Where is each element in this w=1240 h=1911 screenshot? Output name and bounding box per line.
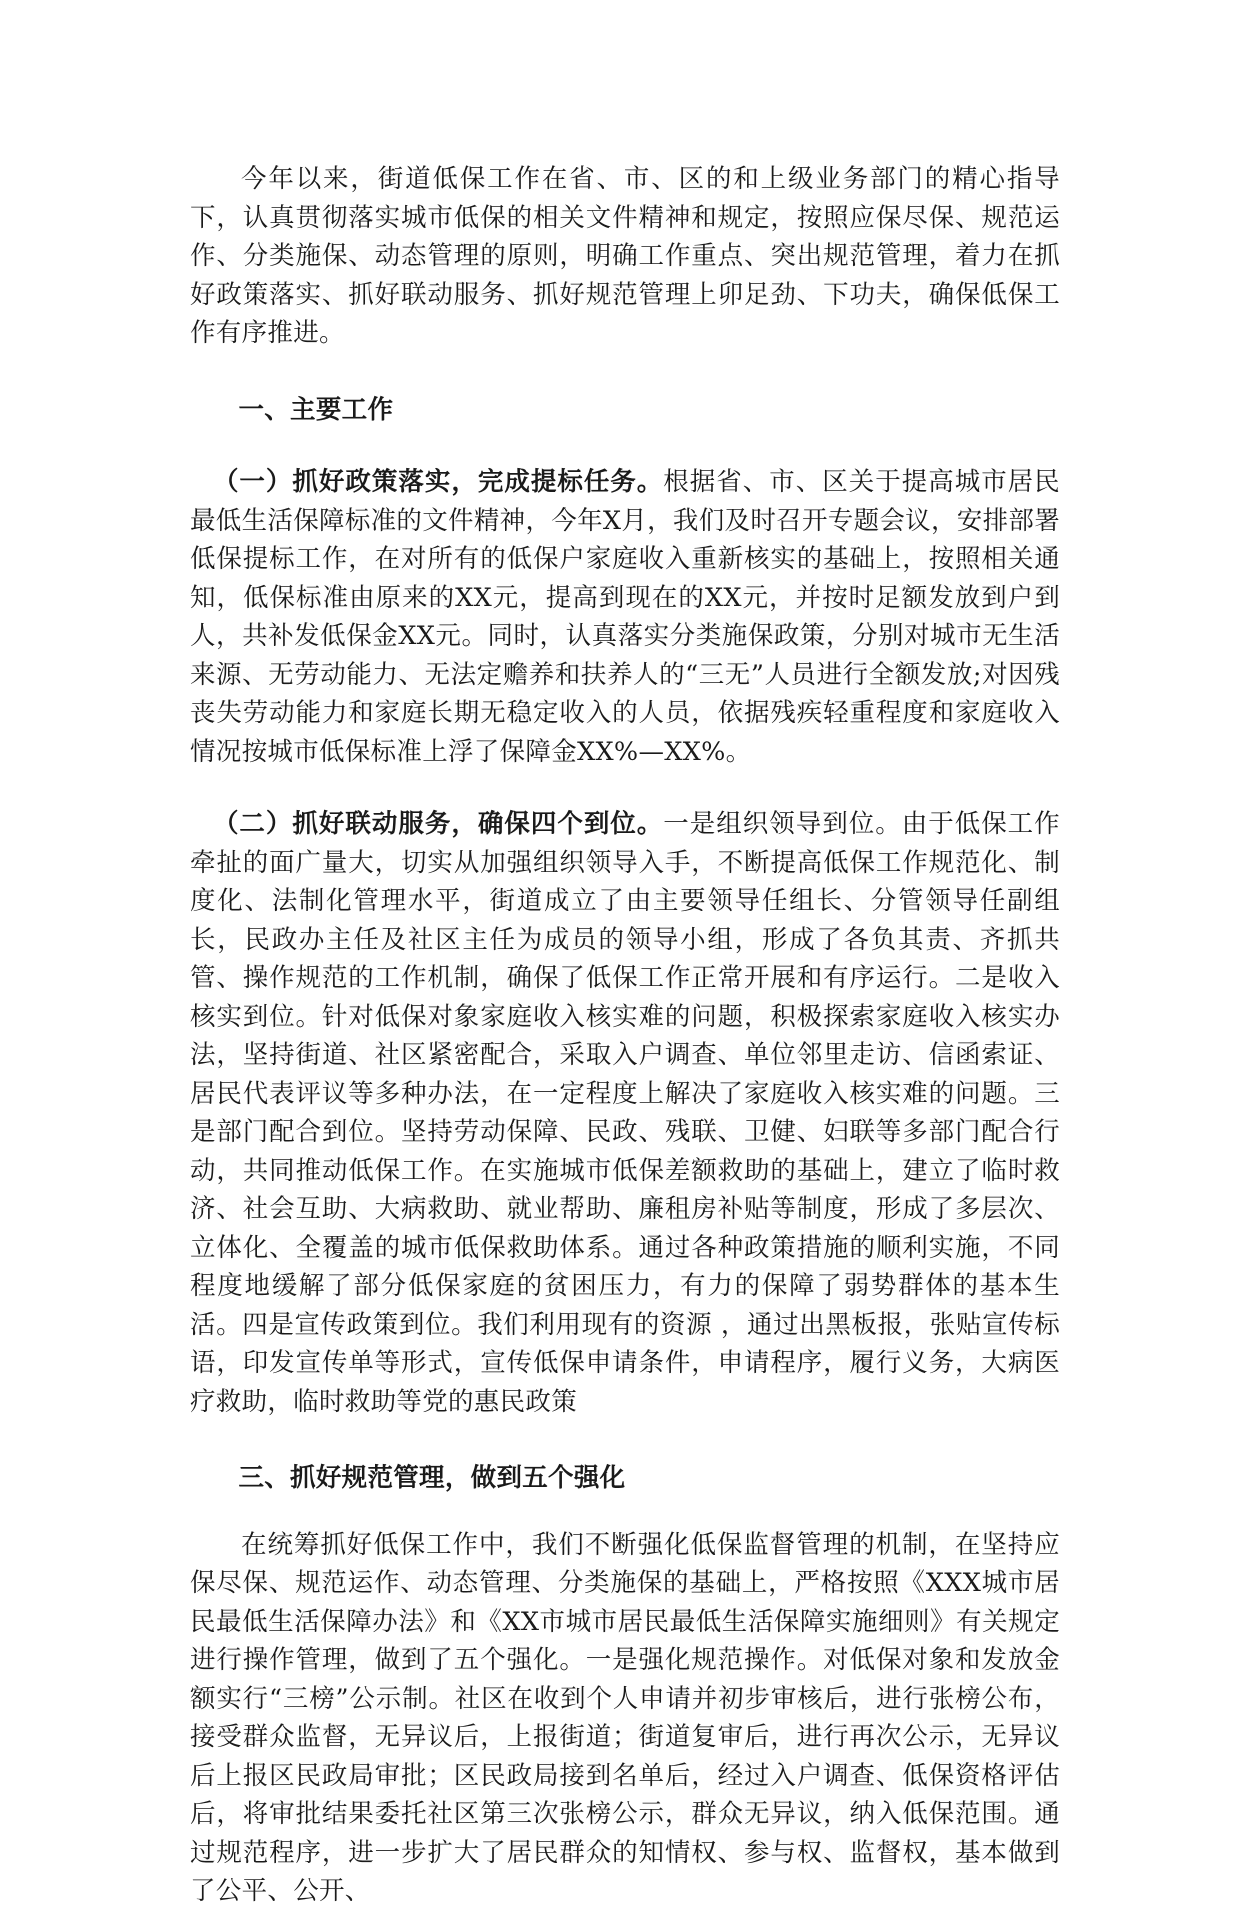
section-heading-standard-management: 三、抓好规范管理，做到五个强化	[238, 1463, 626, 1493]
intro-paragraph: 今年以来，街道低保工作在省、市、区的和上级业务部门的精心指导下，认真贯彻落实城市低保的相关文件精神和规定，按照应保尽保、规范运作、分类施保、动态管理的原则，明确工作重点、突出规范管理，着力在抓好政策落实、抓好联动服务、抓好规范管理上卯足劲、下功夫，确保低保工作有序推进。	[190, 164, 1060, 348]
paragraph-body-policy: 根据省、市、区关于提高城市居民最低生活保障标准的文件精神，今年X月，我们及时召开专题会议，安排部署低保提标工作，在对所有的低保户家庭收入重新核实的基础上，按照相关通知，低保标准由原来的XX元，提高到现在的XX元，并按时足额发放到户到人，共补发低保金XX元。同时，认真落实分类施保政策，分别对城市无生活来源、无劳动能力、无法定赡养和扶养人的“三无”人员进行全额发放;对因残丧失劳动能力和家庭长期无稳定收入的人员，依据残疾轻重程度和家庭收入情况按城市低保标准上浮了保障金XX%—XX%。	[190, 467, 1060, 767]
paragraph-lead-policy: （一）抓好政策落实，完成提标任务。	[212, 467, 664, 497]
section-heading-main-work: 一、主要工作	[238, 394, 394, 425]
paragraph-linkage-service	[190, 805, 1060, 1421]
document-page	[190, 160, 1060, 1911]
paragraph-standard-management: 在统筹抓好低保工作中，我们不断强化低保监督管理的机制，在坚持应保尽保、规范运作、动态管理、分类施保的基础上，严格按照《XXX城市居民最低生活保障办法》和《XX市城市居民最低生活保障实施细则》有关规定进行操作管理，做到了五个强化。一是强化规范操作。对低保对象和发放金额实行“三榜”公示制。社区在收到个人申请并初步审核后，进行张榜公布，接受群众监督，无异议后，上报街道；街道复审后，进行再次公示，无异议后上报区民政局审批；区民政局接到名单后，经过入户调查、低保资格评估后，将审批结果委托社区第三次张榜公示，群众无异议，纳入低保范围。通过规范程序，进一步扩大了居民群众的知情权、参与权、监督权，基本做到了公平、公开、	[190, 1529, 1060, 1906]
paragraph-lead-linkage: （二）抓好联动服务，确保四个到位。	[212, 809, 664, 839]
paragraph-policy-implementation	[190, 463, 1060, 771]
paragraph-body-linkage: 一是组织领导到位。由于低保工作牵扯的面广量大，切实从加强组织领导入手，不断提高低保工作规范化、制度化、法制化管理水平，街道成立了由主要领导任组长、分管领导任副组长，民政办主任及社区主任为成员的领导小组，形成了各负其责、齐抓共管、操作规范的工作机制，确保了低保工作正常开展和有序运行。二是收入核实到位。针对低保对象家庭收入核实难的问题，积极探索家庭收入核实办法，坚持街道、社区紧密配合，采取入户调查、单位邻里走访、信函索证、居民代表评议等多种办法，在一定程度上解决了家庭收入核实难的问题。三是部门配合到位。坚持劳动保障、民政、残联、卫健、妇联等多部门配合行动，共同推动低保工作。在实施城市低保差额救助的基础上，建立了临时救济、社会互助、大病救助、就业帮助、廉租房补贴等制度，形成了多层次、立体化、全覆盖的城市低保救助体系。通过各种政策措施的顺利实施，不同程度地缓解了部分低保家庭的贫困压力，有力的保障了弱势群体的基本生活。四是宣传政策到位。我们利用现有的资源 ，通过出黑板报，张贴宣传标语，印发宣传单等形式，宣传低保申请条件，申请程序，履行义务，大病医疗救助，临时救助等党的惠民政策	[190, 809, 1060, 1417]
